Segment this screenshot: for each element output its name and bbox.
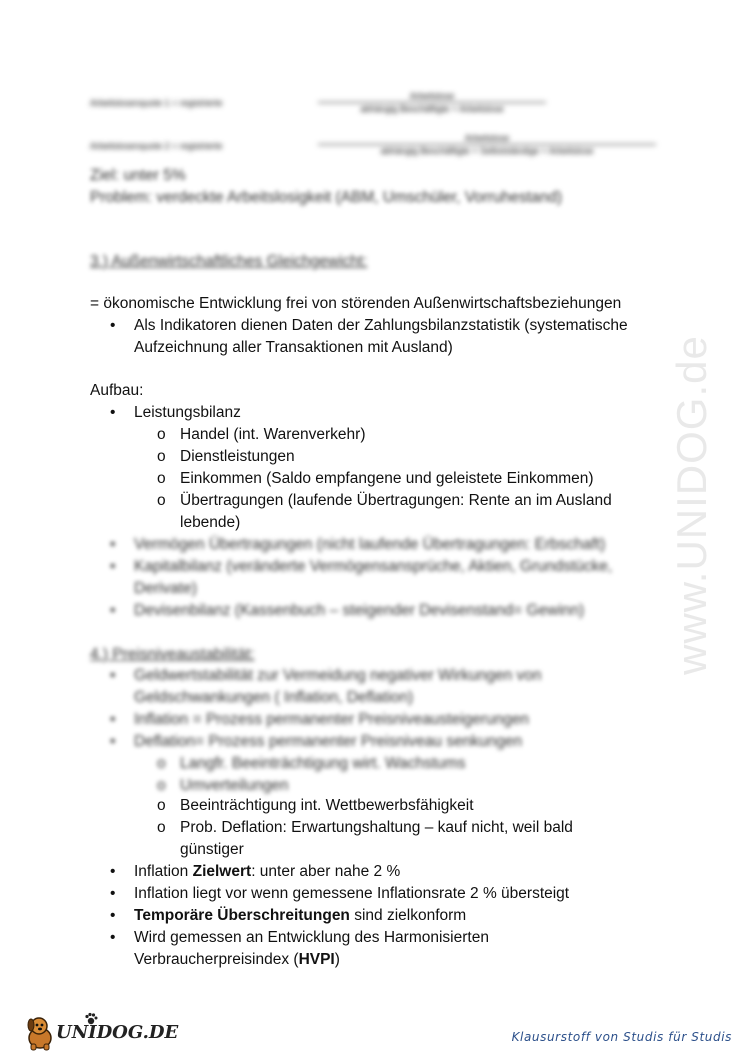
bullet-icon: • — [110, 536, 116, 553]
goal-text: Ziel: unter 5% — [90, 167, 186, 184]
unidog-logo: UNIDOG.DE — [22, 1014, 162, 1054]
document-page: Arbeitslosenquote 1 = registrierte Arbeitslose abhängig Beschäftigte + Arbeitslose Arbeitslosenquote 2 = registrierte Arbeitslose abhängig Beschäftigte + Selbstständige + Arbeitslose Ziel: unter 5% Problem: verdeckte Arbeitslosigkeit (ABM, Umschüler, Vorruhestand) 3.) Außenwirtschaftliches Gleichgewicht: = ökonomische Entwicklung frei von störenden Außenwirtschaftsbeziehungen • Als Indikatoren dienen Daten der Zahlungsbilanzstatistik (systematische Aufzeichnung aller Transaktionen mit Ausland) Aufbau: • Leistungsbilanz o Handel (int. Warenverkehr) o Dienstleistungen o Einkommen (Saldo empfangene und geleistete Einkommen) o Übertragungen (laufende Übertragungen: Rente an im Ausland lebende) • Vermögen Übertragungen (nicht laufende Übertragungen: Erbschaft) • Kapitalbilanz (veränderte Vermögensansprüche, Aktien, Grundstücke, Derivate) • Devisenbilanz (Kassenbuch – steigender Devisenstand= Gewinn) 4.) Preisniveaustabilität: • Geldwertstabilität zur Vermeidung negativer Wirkungen von Geldschwankungen ( Inflation, Deflation) • Inflation = Prozess permanenter Preisniveausteigerungen • Deflation= Prozess permanenter Preisniveau senkungen o Langfr. Beeinträchtigung wirt. Wachstums o Umverteilungen o Beeinträchtigung int. Wettbewerbsfähigkeit o Prob. Deflation: Erwartungshaltung – kauf nicht, weil bald günstiger • Inflation Zielwert: unter aber nahe 2 % • Inflation liegt vor wenn gemessene Inflationsrate 2 % übersteigt • Temporäre Überschreitungen sind zielkonform • Wird gemessen an Entwicklung des Harmonisierten Verbraucherpreisindex (HVPI) www.UNIDOG.de UNIDOG.DE Klausurstoff von Studis für Studis — [0, 0, 750, 1060]
sub-bullet-icon: o — [157, 448, 166, 465]
aufbau-label: Aufbau: — [90, 382, 144, 399]
formula-2-fraction: Arbeitslose abhängig Beschäftigte + Selbstständige + Arbeitslose — [318, 133, 656, 156]
sub-bullet-icon: o — [157, 797, 166, 814]
bullet-icon: • — [110, 863, 116, 880]
section3-definition: = ökonomische Entwicklung frei von störenden Außenwirtschaftsbeziehungen — [90, 295, 622, 312]
formula-1-fraction: Arbeitslose abhängig Beschäftigte + Arbeitslose — [318, 91, 546, 114]
sub-bullet-icon: o — [157, 426, 166, 443]
bullet-icon: • — [110, 602, 116, 619]
bullet-icon: • — [110, 733, 116, 750]
bullet-icon: • — [110, 317, 116, 334]
bullet-icon: • — [110, 711, 116, 728]
bullet-icon: • — [110, 907, 116, 924]
formula-1-lhs: Arbeitslosenquote 1 = registrierte — [90, 98, 223, 108]
sub-bullet-icon: o — [157, 777, 166, 794]
sub-bullet-icon: o — [157, 755, 166, 772]
sub-bullet-icon: o — [157, 819, 166, 836]
bullet-icon: • — [110, 929, 116, 946]
dog-icon — [22, 1014, 58, 1052]
problem-text: Problem: verdeckte Arbeitslosigkeit (ABM, Umschüler, Vorruhestand) — [90, 189, 563, 206]
bullet-icon: • — [110, 404, 116, 421]
bullet-icon: • — [110, 885, 116, 902]
watermark: www.UNIDOG.de — [668, 335, 715, 675]
sub-bullet-icon: o — [157, 470, 166, 487]
formula-2-lhs: Arbeitslosenquote 2 = registrierte — [90, 141, 223, 151]
bullet-icon: • — [110, 558, 116, 575]
bullet-icon: • — [110, 667, 116, 684]
footer-tagline: Klausurstoff von Studis für Studis — [511, 1030, 732, 1044]
section3-heading: 3.) Außenwirtschaftliches Gleichgewicht: — [90, 253, 368, 270]
sub-bullet-icon: o — [157, 492, 166, 509]
section4-heading: 4.) Preisniveaustabilität: — [90, 646, 255, 663]
